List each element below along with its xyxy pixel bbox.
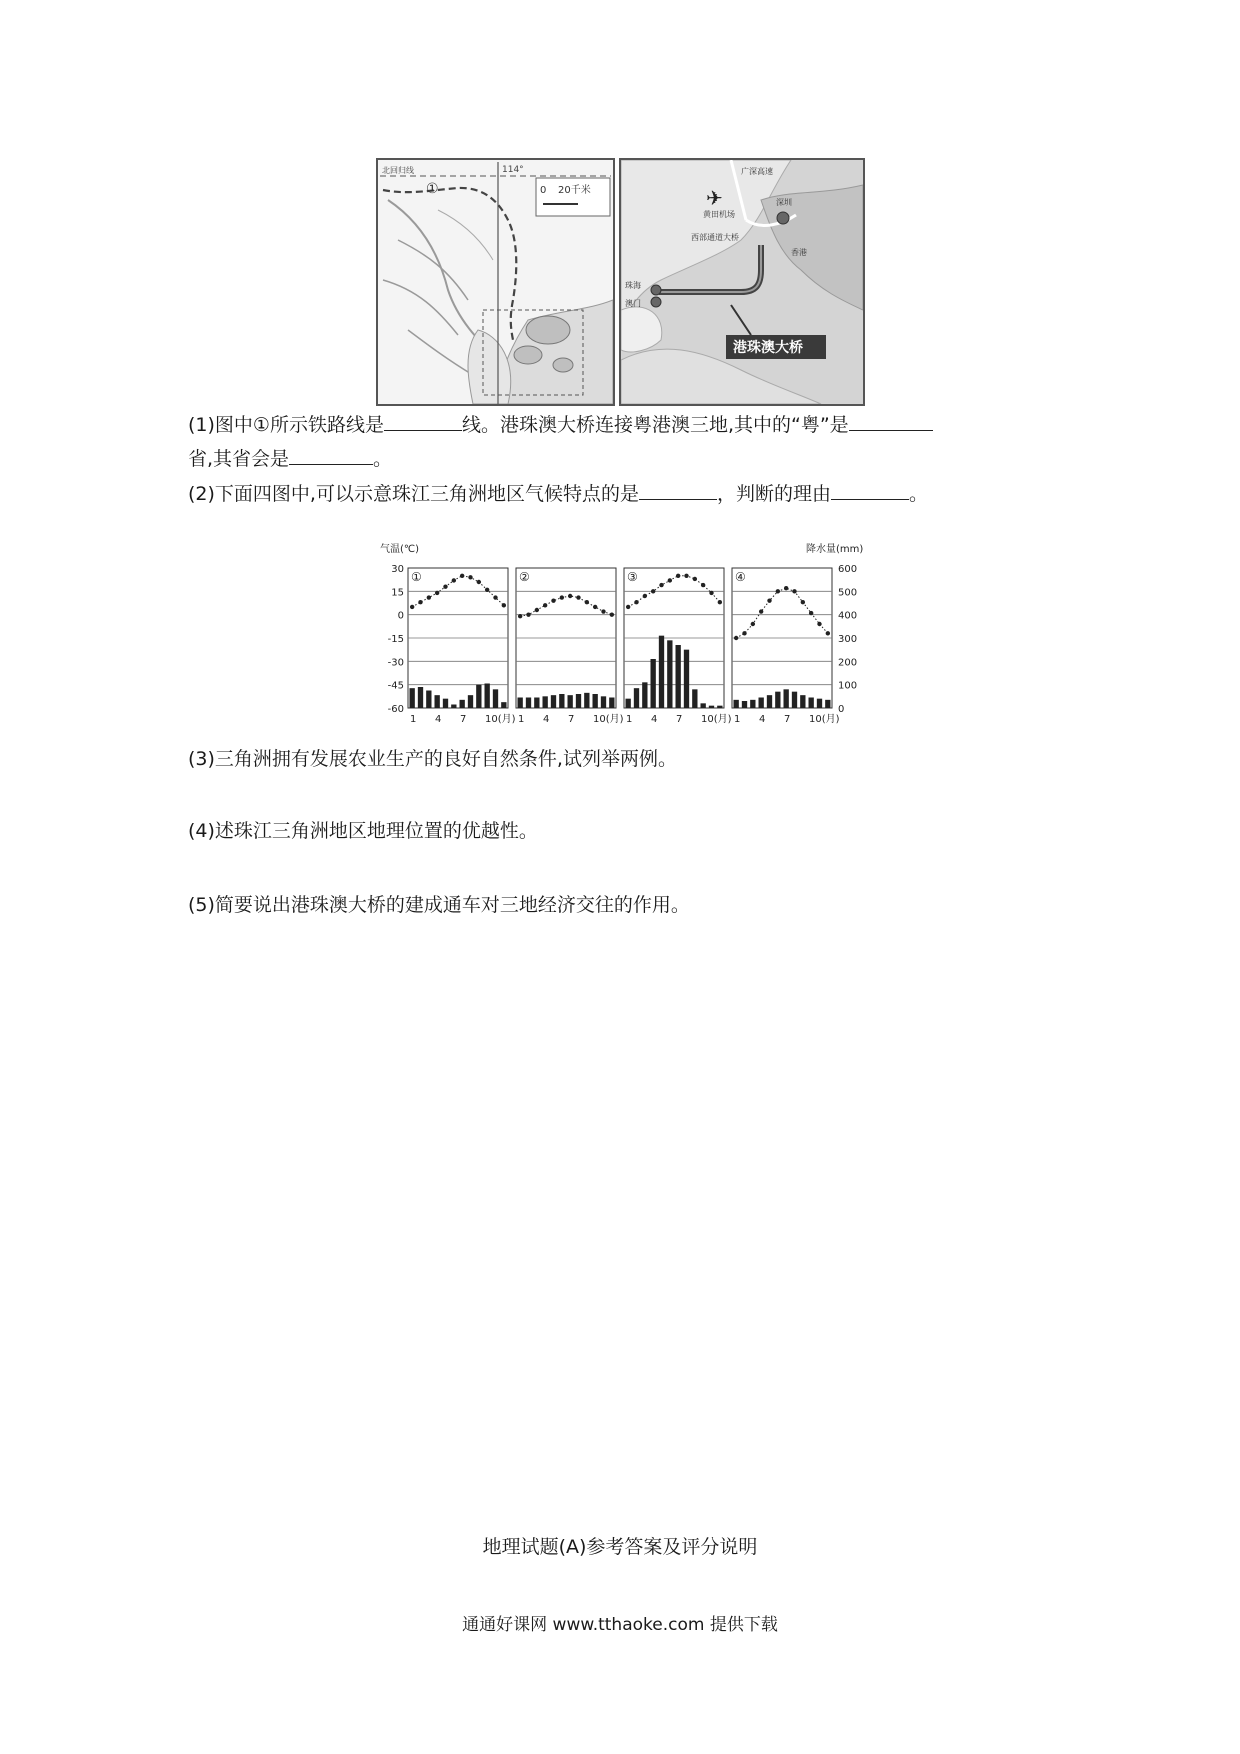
label-xibu: 西部通道大桥 xyxy=(691,233,739,242)
temp-point xyxy=(792,589,796,593)
x-tick-label: 10(月) xyxy=(593,714,624,725)
precip-bar xyxy=(468,695,473,708)
precip-bar xyxy=(684,650,689,708)
q1-text-a: (1)图中①所示铁路线是 xyxy=(188,414,384,436)
q1-text-d: 。 xyxy=(373,448,393,470)
x-tick-label: 4 xyxy=(759,714,766,725)
scale-zero: 0 xyxy=(540,185,547,196)
temp-point xyxy=(485,588,489,592)
precip-bar xyxy=(418,687,423,708)
right-tick-label: 400 xyxy=(838,610,858,622)
panel-label: ③ xyxy=(627,570,638,584)
temp-curve xyxy=(736,588,828,638)
right-tick-label: 0 xyxy=(838,704,845,715)
precip-bar xyxy=(584,693,589,708)
temp-point xyxy=(526,612,530,616)
temp-point xyxy=(701,583,705,587)
question-1-line-2 xyxy=(188,446,392,473)
label-macao: 澳门 xyxy=(625,299,641,308)
question-5: (5)简要说出港珠澳大桥的建成通车对三地经济交往的作用。 xyxy=(188,894,690,916)
x-tick-label: 4 xyxy=(435,714,442,725)
precip-bar xyxy=(667,640,672,708)
temp-point xyxy=(601,609,605,613)
precip-bar xyxy=(809,698,814,709)
left-tick-label: -15 xyxy=(387,634,404,645)
left-tick-label: -60 xyxy=(387,704,404,715)
question-4: (4)述珠江三角洲地区地理位置的优越性。 xyxy=(188,820,538,842)
temp-point xyxy=(693,577,697,581)
q1-blank-3[interactable] xyxy=(289,446,373,465)
precip-bar xyxy=(651,659,656,708)
precip-bar xyxy=(626,699,631,708)
q2-text-c: 。 xyxy=(908,483,928,505)
precip-bar xyxy=(750,700,755,708)
precip-bar xyxy=(800,695,805,708)
temp-point xyxy=(776,589,780,593)
ylabel-left: 气温(℃) xyxy=(380,544,420,555)
precip-bar xyxy=(601,696,606,708)
precip-bar xyxy=(451,705,456,709)
precip-bar xyxy=(576,694,581,708)
q2-text-b: ，判断的理由 xyxy=(716,483,831,505)
temp-point xyxy=(551,598,555,602)
right-tick-label: 300 xyxy=(838,634,858,645)
temp-point xyxy=(593,605,597,609)
precip-bar xyxy=(784,689,789,708)
right-tick-label: 200 xyxy=(838,657,858,669)
temp-point xyxy=(477,580,481,584)
temp-point xyxy=(468,575,472,579)
question-3: (3)三角洲拥有发展农业生产的良好自然条件,试列举两例。 xyxy=(188,748,677,770)
panel-label: ① xyxy=(411,570,422,584)
precip-bar xyxy=(634,688,639,708)
precip-bar xyxy=(767,695,772,708)
site-footer: 通通好课网 www.tthaoke.com 提供下载 xyxy=(462,1615,778,1635)
right-tick-label: 500 xyxy=(838,587,858,599)
precip-bar xyxy=(518,698,523,709)
temp-point xyxy=(801,600,805,604)
climate-charts xyxy=(376,538,864,736)
temp-point xyxy=(493,595,497,599)
q1-blank-1[interactable] xyxy=(384,412,462,431)
precip-bar xyxy=(476,685,481,708)
x-tick-label: 1 xyxy=(626,714,633,725)
q2-blank-2[interactable] xyxy=(831,481,909,500)
precip-bar xyxy=(526,698,531,709)
precip-bar xyxy=(825,700,830,708)
map-figure xyxy=(376,158,863,402)
x-tick-label: 4 xyxy=(543,714,550,725)
temp-point xyxy=(659,583,663,587)
temp-point xyxy=(610,612,614,616)
airplane-icon: ✈ xyxy=(706,186,723,210)
precip-bar xyxy=(775,692,780,708)
left-tick-label: 30 xyxy=(391,564,404,575)
label-guangshen: 广深高速 xyxy=(741,167,773,176)
x-tick-label: 10(月) xyxy=(701,714,732,725)
longitude-label: 114° xyxy=(502,165,524,175)
precip-bar xyxy=(485,684,490,709)
bridge-map-svg xyxy=(621,160,863,404)
precip-bar xyxy=(443,699,448,708)
precip-bar xyxy=(759,698,764,709)
q1-text-c: 省,其省会是 xyxy=(188,448,290,470)
temp-point xyxy=(410,605,414,609)
temp-point xyxy=(759,609,763,613)
precip-bar xyxy=(717,706,722,708)
railway-map xyxy=(376,158,615,406)
temp-point xyxy=(742,631,746,635)
x-tick-label: 4 xyxy=(651,714,658,725)
precip-bar xyxy=(593,694,598,708)
temp-point xyxy=(684,574,688,578)
temp-point xyxy=(518,614,522,618)
q1-blank-2[interactable] xyxy=(849,412,933,431)
temp-point xyxy=(418,600,422,604)
temp-point xyxy=(535,608,539,612)
temp-point xyxy=(427,595,431,599)
x-tick-label: 10(月) xyxy=(485,714,516,725)
label-shenzhen: 深圳 xyxy=(776,198,792,207)
precip-bar xyxy=(559,694,564,708)
precip-bar xyxy=(659,636,664,708)
panel-label: ② xyxy=(519,570,530,584)
tropic-label: 北回归线 xyxy=(382,166,414,175)
precip-bar xyxy=(543,696,548,708)
temp-point xyxy=(585,600,589,604)
precip-bar xyxy=(701,703,706,708)
left-tick-label: 0 xyxy=(397,610,404,622)
temp-point xyxy=(435,591,439,595)
x-tick-label: 1 xyxy=(734,714,741,725)
temp-point xyxy=(767,598,771,602)
temp-point xyxy=(751,622,755,626)
temp-point xyxy=(718,600,722,604)
temp-point xyxy=(443,584,447,588)
precip-bar xyxy=(734,700,739,708)
temp-point xyxy=(560,595,564,599)
temp-point xyxy=(817,622,821,626)
label-bridge: 港珠澳大桥 xyxy=(733,340,803,356)
q2-text-a: (2)下面四图中,可以示意珠江三角洲地区气候特点的是 xyxy=(188,483,639,505)
right-tick-label: 100 xyxy=(838,680,858,692)
temp-point xyxy=(784,586,788,590)
precip-bar xyxy=(534,698,539,709)
temp-point xyxy=(734,636,738,640)
precip-bar xyxy=(817,699,822,708)
label-zhuhai: 珠海 xyxy=(625,281,641,290)
temp-point xyxy=(634,600,638,604)
label-hongkong: 香港 xyxy=(791,248,807,257)
temp-point xyxy=(502,603,506,607)
x-tick-label: 7 xyxy=(568,714,575,725)
temp-point xyxy=(460,574,464,578)
temp-point xyxy=(809,611,813,615)
temp-point xyxy=(543,603,547,607)
temp-point xyxy=(643,594,647,598)
precip-bar xyxy=(501,702,506,708)
x-tick-label: 1 xyxy=(410,714,417,725)
temp-point xyxy=(452,578,456,582)
precip-bar xyxy=(709,706,714,708)
q1-text-b: 线。港珠澳大桥连接粤港澳三地,其中的“粤”是 xyxy=(461,414,849,436)
x-tick-label: 7 xyxy=(460,714,467,725)
x-tick-label: 7 xyxy=(676,714,683,725)
precip-bar xyxy=(742,701,747,708)
left-tick-label: -30 xyxy=(387,657,404,669)
left-tick-label: -45 xyxy=(387,680,404,692)
answer-title: 地理试题(A)参考答案及评分说明 xyxy=(482,1536,758,1558)
railway-map-svg xyxy=(378,160,613,404)
left-tick-label: 15 xyxy=(391,587,404,599)
precip-bar xyxy=(676,645,681,708)
precip-bar xyxy=(609,698,614,709)
temp-point xyxy=(826,631,830,635)
temp-point xyxy=(576,595,580,599)
precip-bar xyxy=(410,688,415,708)
precip-bar xyxy=(692,689,697,708)
railway-marker: ① xyxy=(426,181,439,197)
precip-bar xyxy=(435,695,440,708)
temp-point xyxy=(676,574,680,578)
panel-label: ④ xyxy=(735,570,746,584)
precip-bar xyxy=(792,692,797,708)
temp-point xyxy=(709,591,713,595)
temp-curve xyxy=(520,596,612,616)
x-tick-label: 1 xyxy=(518,714,525,725)
climate-chart-svg xyxy=(376,538,864,736)
temp-point xyxy=(668,578,672,582)
question-1-line-1 xyxy=(188,412,933,439)
question-2 xyxy=(188,481,928,508)
right-tick-label: 600 xyxy=(838,564,858,575)
precip-bar xyxy=(426,691,431,709)
x-tick-label: 7 xyxy=(784,714,791,725)
precip-bar xyxy=(460,700,465,708)
label-airport: 黄田机场 xyxy=(703,210,735,219)
bridge-map xyxy=(619,158,865,406)
temp-point xyxy=(626,605,630,609)
precip-bar xyxy=(568,695,573,708)
q2-blank-1[interactable] xyxy=(639,481,717,500)
precip-bar xyxy=(493,689,498,708)
ylabel-right: 降水量(mm) xyxy=(806,544,864,555)
x-tick-label: 10(月) xyxy=(809,714,840,725)
temp-point xyxy=(651,589,655,593)
scale-label: 20千米 xyxy=(558,185,591,196)
precip-bar xyxy=(642,682,647,708)
precip-bar xyxy=(551,695,556,708)
temp-point xyxy=(568,594,572,598)
